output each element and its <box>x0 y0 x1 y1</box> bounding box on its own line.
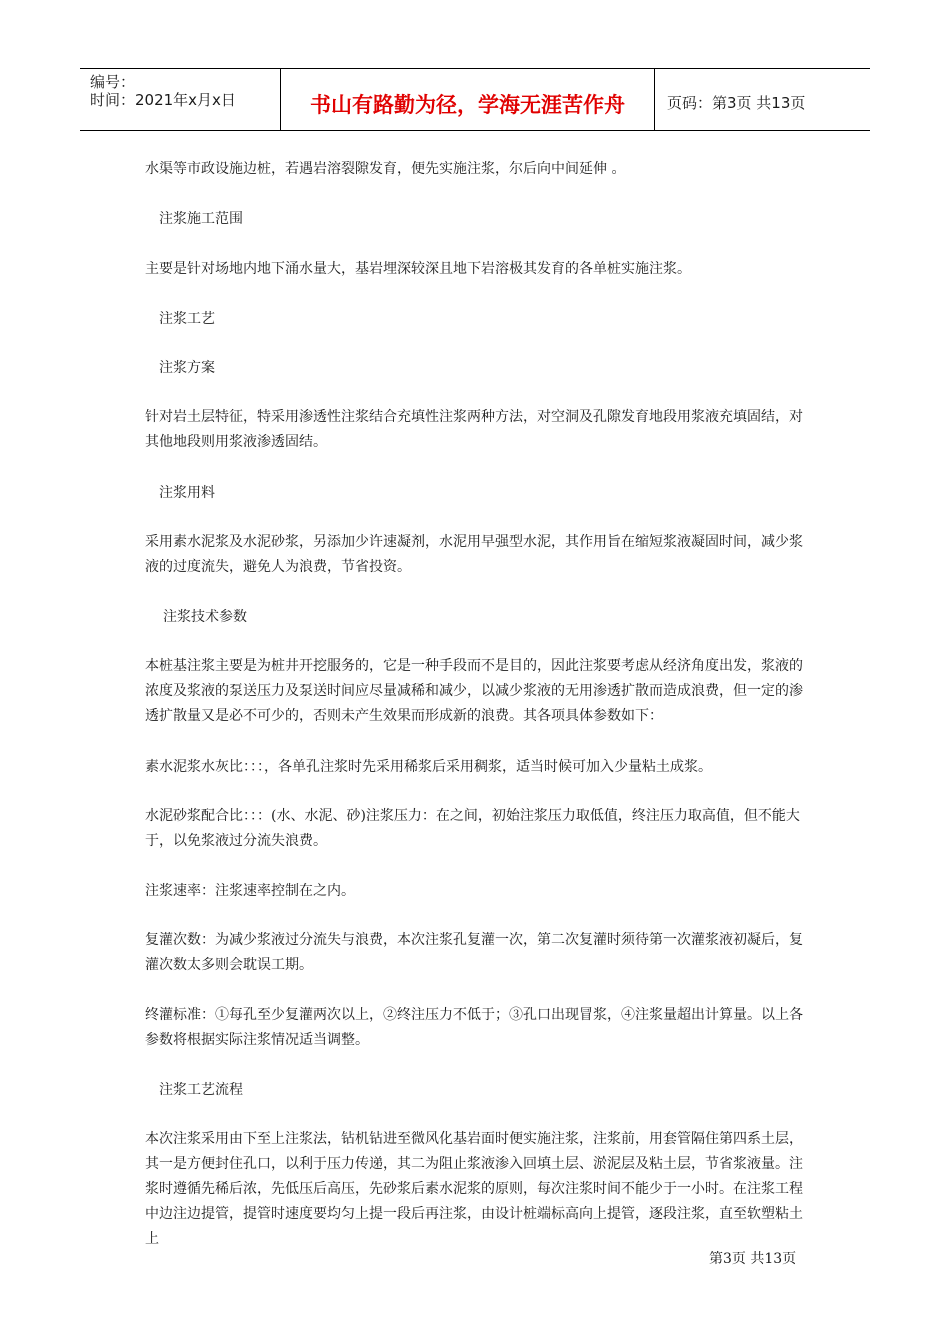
motto: 书山有路勤为径，学海无涯苦作舟 <box>310 93 625 117</box>
paragraph: 水渠等市政设施边桩，若遇岩溶裂隙发育，便先实施注浆，尔后向中间延伸 。 <box>145 161 626 177</box>
header-page-number: 页码：第3页 共13页 <box>667 94 806 112</box>
paragraph: 终灌标准：①每孔至少复灌两次以上，②终注压力不低于；③孔口出现冒浆，④注浆量超出计算量。以上各参数将根据实际注浆情况适当调整。 <box>145 1007 803 1048</box>
header-info-cell <box>80 69 281 130</box>
paragraph: 注浆速率：注浆速率控制在之内。 <box>145 883 355 899</box>
section-heading: 注浆施工范围 <box>159 211 243 227</box>
section-heading: 注浆方案 <box>159 360 215 376</box>
section-heading: 注浆技术参数 <box>163 609 247 625</box>
footer-page-number: 第3页 共13页 <box>709 1251 797 1267</box>
page-header <box>80 68 870 131</box>
section-heading: 注浆工艺 <box>159 311 215 327</box>
paragraph: 本次注浆采用由下至上注浆法，钻机钻进至微风化基岩面时便实施注浆，注浆前，用套管隔住第四系土层，其一是方便封住孔口，以利于压力传递，其二为阻止浆液渗入回填土层、淤泥层及粘土层，节省浆液量。注浆时遵循先稀后浓，先低压后高压，先砂浆后素水泥浆的原则，每次注浆时间不能少于一小时。在注浆工程中边注边提管，提管时速度要均匀上提一段后再注浆，由设计桩端标高向上提管，逐段注浆，直至软塑粘土上 <box>145 1131 803 1247</box>
paragraph: 素水泥浆水灰比：：：，各单孔注浆时先采用稀浆后采用稠浆，适当时候可加入少量粘土成浆。 <box>145 759 712 775</box>
date-label: 时间：2021年x月x日 <box>90 91 236 109</box>
paragraph: 复灌次数：为减少浆液过分流失与浪费，本次注浆孔复灌一次，第二次复灌时须待第一次灌浆液初凝后，复灌次数太多则会耽误工期。 <box>145 932 803 973</box>
paragraph: 采用素水泥浆及水泥砂浆，另添加少许速凝剂，水泥用早强型水泥，其作用旨在缩短浆液凝固时间，减少浆液的过度流失，避免人为浪费，节省投资。 <box>145 534 803 575</box>
section-heading: 注浆工艺流程 <box>159 1082 243 1098</box>
paragraph: 针对岩土层特征，特采用渗透性注浆结合充填性注浆两种方法，对空洞及孔隙发育地段用浆液充填固结，对其他地段则用浆液渗透固结。 <box>145 409 803 450</box>
header-motto-cell <box>281 69 655 130</box>
paragraph: 水泥砂浆配合比：：：(水、水泥、砂)注浆压力：在之间，初始注浆压力取低值，终注压力取高值，但不能大于，以免浆液过分流失浪费。 <box>145 808 800 849</box>
paragraph: 主要是针对场地内地下涌水量大，基岩埋深较深且地下岩溶极其发育的各单桩实施注浆。 <box>145 261 691 277</box>
header-page-cell <box>655 69 870 130</box>
serial-label: 编号： <box>90 73 136 91</box>
paragraph: 本桩基注浆主要是为桩井开挖服务的，它是一种手段而不是目的，因此注浆要考虑从经济角度出发，浆液的浓度及浆液的泵送压力及泵送时间应尽量减稀和减少，以减少浆液的无用渗透扩散而造成浪费，但一定的渗透扩散量又是必不可少的，否则未产生效果而形成新的浪费。其各项具体参数如下： <box>145 658 803 724</box>
section-heading: 注浆用料 <box>159 485 215 501</box>
